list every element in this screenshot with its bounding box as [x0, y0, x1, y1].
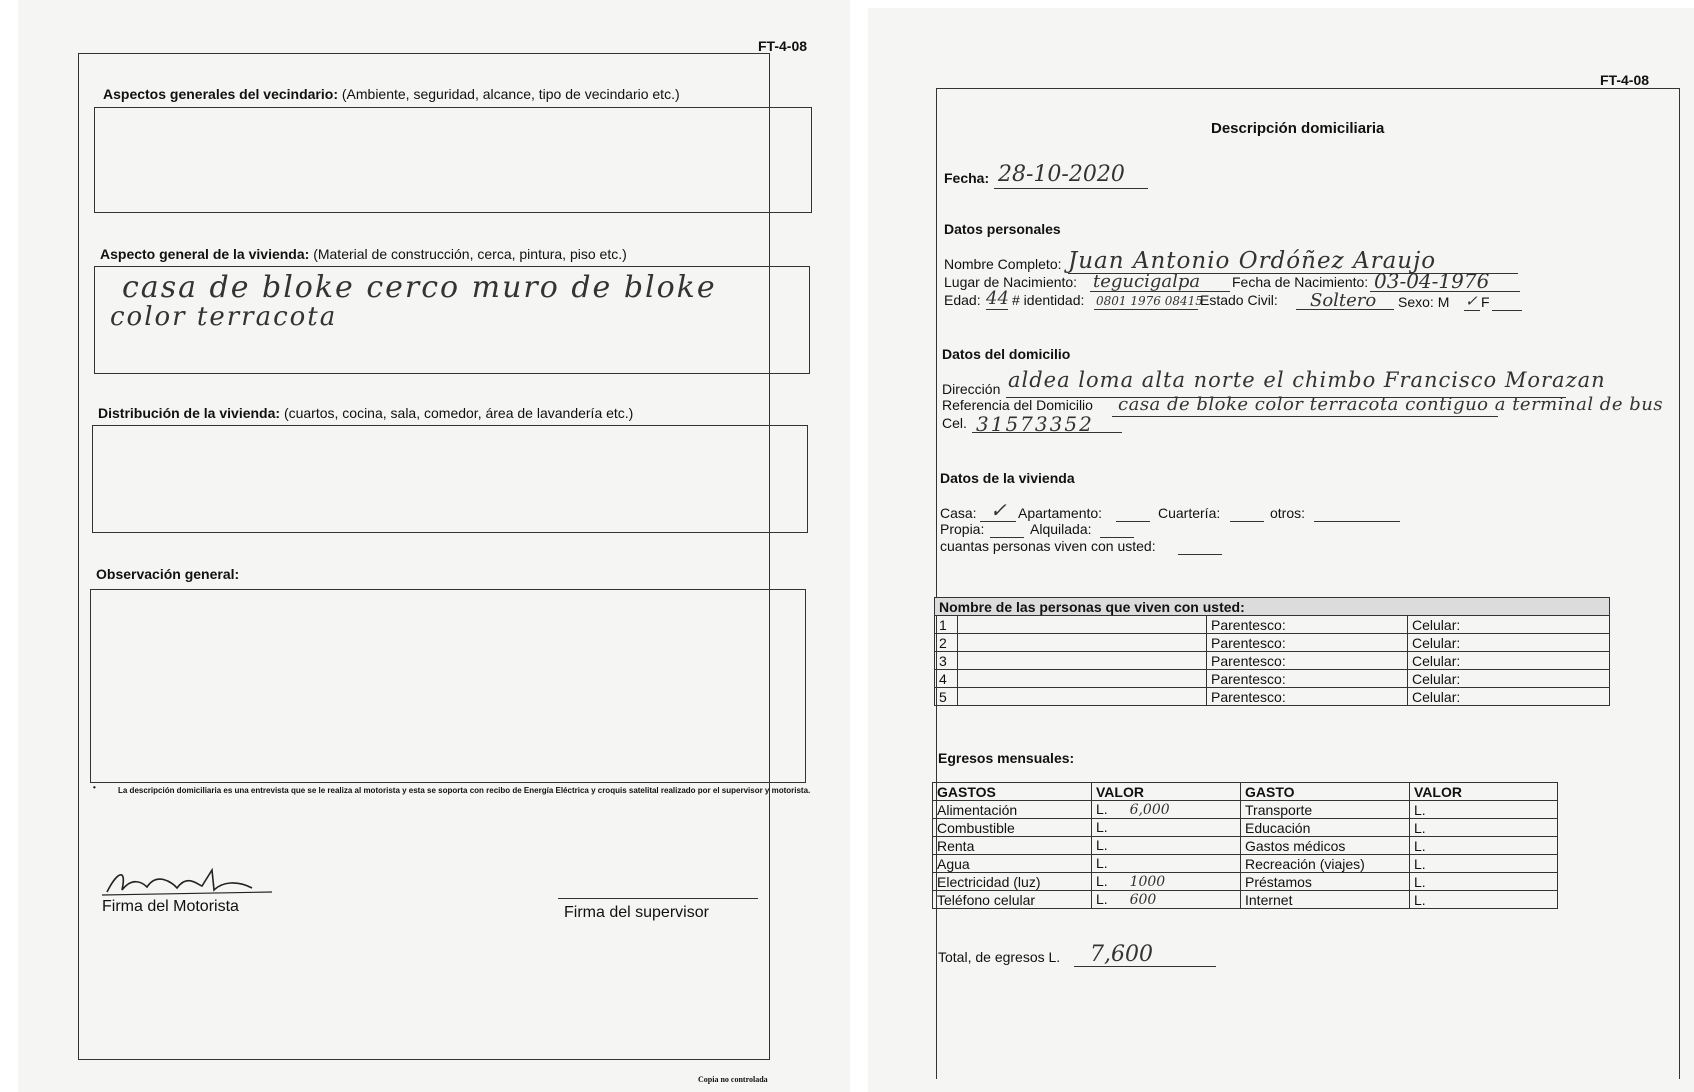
people-name-cell[interactable] [958, 652, 1207, 670]
people-name-cell[interactable] [958, 688, 1207, 706]
expense-handwritten-amount: 1000 [1129, 874, 1166, 890]
people-row-number: 5 [935, 688, 958, 706]
currency-prefix: L. [1096, 801, 1108, 817]
people-parentesco-cell[interactable]: Parentesco: [1207, 616, 1408, 634]
fecha-line [994, 188, 1148, 189]
footnote-bullet: • [93, 783, 96, 792]
people-name-cell[interactable] [958, 616, 1207, 634]
people-name-cell[interactable] [958, 634, 1207, 652]
supervisor-signature-label: Firma del supervisor [564, 904, 709, 921]
valor-header: VALOR [1092, 783, 1241, 801]
otros-line [1314, 521, 1400, 522]
total-egresos-value[interactable]: 7,600 [1090, 942, 1153, 967]
people-celular-cell[interactable]: Celular: [1408, 652, 1610, 670]
copy-note: Copia no controlada [698, 1075, 768, 1084]
people-parentesco-cell[interactable]: Parentesco: [1207, 670, 1408, 688]
form-code: FT-4-08 [758, 38, 808, 54]
neighborhood-box[interactable] [94, 107, 812, 213]
expense-value[interactable] [1092, 873, 1241, 891]
people-name-cell[interactable] [958, 670, 1207, 688]
people-parentesco-cell[interactable]: Parentesco: [1207, 634, 1408, 652]
apartamento-label: Apartamento: [1018, 505, 1103, 521]
apartamento-line [1116, 521, 1150, 522]
people-row [935, 688, 1610, 706]
sexo-m-mark[interactable]: ✓ [1465, 292, 1478, 310]
expense-name: Alimentación [933, 801, 1092, 819]
people-row [935, 652, 1610, 670]
nombre-label: Nombre Completo: [944, 256, 1062, 272]
expense-name-2: Recreación (viajes) [1241, 855, 1410, 873]
observation-box[interactable] [90, 589, 806, 783]
sexo-label: Sexo: M [1398, 294, 1450, 310]
expenses-table [932, 782, 1558, 909]
estado-civil-label: Estado Civil: [1200, 292, 1278, 308]
cel-label: Cel. [942, 415, 967, 431]
dwelling-handwriting-line1: casa de bloke cerco muro de bloke [122, 270, 717, 305]
left-form-page [18, 0, 850, 1092]
vivienda-title: Datos de la vivienda [940, 470, 1075, 486]
observation-section-title: Observación general: [96, 566, 240, 582]
expense-row [933, 855, 1558, 873]
people-celular-cell[interactable]: Celular: [1408, 634, 1610, 652]
propia-label: Propia: [940, 521, 985, 537]
total-egresos-label: Total, de egresos L. [938, 949, 1061, 965]
neighborhood-section-title: Aspectos generales del vecindario: (Ambiente, seguridad, alcance, tipo de vecindario etc.) [103, 86, 680, 102]
sexo-m-line [1464, 310, 1480, 311]
expense-value-2[interactable]: L. [1410, 819, 1558, 837]
personal-data-title: Datos personales [944, 221, 1061, 237]
alquilada-label: Alquilada: [1030, 521, 1092, 537]
direccion-label: Dirección [942, 381, 1001, 397]
distribution-section-title: Distribución de la vivienda: (cuartos, cocina, sala, comedor, área de lavandería etc.) [98, 405, 634, 421]
dwelling-section-title: Aspecto general de la vivienda: (Material de construcción, cerca, pintura, piso etc.) [100, 246, 627, 262]
identidad-label: # identidad: [1012, 292, 1085, 308]
right-form-page [868, 8, 1694, 1092]
currency-prefix: L. [1096, 855, 1108, 871]
expense-value-2[interactable]: L. [1410, 873, 1558, 891]
otros-label: otros: [1270, 505, 1306, 521]
expense-value-2[interactable]: L. [1410, 855, 1558, 873]
people-row-number: 3 [935, 652, 958, 670]
estado-civil-value[interactable]: Soltero [1310, 290, 1377, 311]
currency-prefix: L. [1096, 819, 1108, 835]
expense-handwritten-amount: 600 [1129, 892, 1157, 908]
cuantas-personas-label: cuantas personas viven con usted: [940, 538, 1156, 554]
gasto-header: GASTO [1241, 783, 1410, 801]
domicilio-title: Datos del domicilio [942, 346, 1071, 362]
people-row-number: 1 [935, 616, 958, 634]
people-celular-cell[interactable]: Celular: [1408, 670, 1610, 688]
cel-value[interactable]: 31573352 [976, 412, 1094, 436]
motorista-signature-label: Firma del Motorista [102, 898, 239, 915]
footnote: La descripción domiciliaria es una entrevista que se le realiza al motorista y esta se soporta con recibo de Energía Eléctrica y croquis satelital realizado por el supervisor y motorista. [118, 786, 811, 795]
expense-name-2: Gastos médicos [1241, 837, 1410, 855]
expense-value-2[interactable]: L. [1410, 837, 1558, 855]
sexo-f-label: F [1481, 294, 1490, 310]
people-parentesco-cell[interactable]: Parentesco: [1207, 652, 1408, 670]
currency-prefix: L. [1096, 837, 1108, 853]
distribution-box[interactable] [92, 425, 808, 533]
expense-name-2: Transporte [1241, 801, 1410, 819]
expense-name: Agua [933, 855, 1092, 873]
people-table-header: Nombre de las personas que viven con usted: [935, 598, 1610, 616]
cuarteria-label: Cuartería: [1158, 505, 1221, 521]
expense-name: Renta [933, 837, 1092, 855]
egresos-title: Egresos mensuales: [938, 750, 1075, 766]
cuantas-personas-line [1178, 554, 1222, 555]
form-code: FT-4-08 [1600, 72, 1650, 88]
valor2-header: VALOR [1410, 783, 1558, 801]
people-row-number: 4 [935, 670, 958, 688]
expense-row [933, 801, 1558, 819]
expense-value-2[interactable]: L. [1410, 891, 1558, 909]
motorista-signature [102, 862, 282, 902]
people-row [935, 670, 1610, 688]
expense-value[interactable] [1092, 819, 1241, 837]
identidad-value[interactable]: 0801 1976 08415 [1096, 294, 1203, 308]
expense-value[interactable] [1092, 855, 1241, 873]
fecha-label: Fecha: [944, 170, 990, 186]
expense-name: Electricidad (luz) [933, 873, 1092, 891]
people-row [935, 634, 1610, 652]
expense-value-2[interactable]: L. [1410, 801, 1558, 819]
expense-name-2: Educación [1241, 819, 1410, 837]
dwelling-handwriting-line2: color terracota [110, 302, 338, 332]
expense-handwritten-amount: 6,000 [1129, 802, 1170, 818]
casa-label: Casa: [940, 505, 977, 521]
cuarteria-line [1230, 521, 1264, 522]
currency-prefix: L. [1096, 891, 1108, 907]
edad-value[interactable]: 44 [986, 288, 1009, 309]
expense-name-2: Internet [1241, 891, 1410, 909]
lugar-nacimiento-label: Lugar de Nacimiento: [944, 274, 1078, 290]
expense-value[interactable] [1092, 801, 1241, 819]
expense-name: Combustible [933, 819, 1092, 837]
expense-row [933, 819, 1558, 837]
expense-row [933, 837, 1558, 855]
sexo-f-line [1492, 310, 1522, 311]
expense-row [933, 873, 1558, 891]
lugar-nacimiento-value[interactable]: tegucigalpa [1093, 271, 1201, 292]
people-parentesco-cell[interactable]: Parentesco: [1207, 688, 1408, 706]
referencia-label: Referencia del Domicilio [942, 397, 1093, 413]
expense-value[interactable] [1092, 891, 1241, 909]
nombre-value[interactable]: Juan Antonio Ordóñez Araujo [1068, 248, 1437, 274]
fecha-nacimiento-label: Fecha de Nacimiento: [1232, 274, 1369, 290]
gastos-header: GASTOS [933, 783, 1092, 801]
edad-line [986, 309, 1008, 310]
edad-label: Edad: [944, 292, 981, 308]
currency-prefix: L. [1096, 873, 1108, 889]
casa-mark[interactable]: ✓ [990, 498, 1007, 522]
people-table [934, 597, 1610, 706]
expense-row [933, 891, 1558, 909]
direccion-value[interactable]: aldea loma alta norte el chimbo Francisco Morazan [1008, 368, 1606, 392]
supervisor-signature-line [558, 898, 758, 899]
people-celular-cell[interactable]: Celular: [1408, 688, 1610, 706]
fecha-nacimiento-value[interactable]: 03-04-1976 [1374, 269, 1490, 293]
people-celular-cell[interactable]: Celular: [1408, 616, 1610, 634]
form-title: Descripción domiciliaria [1211, 120, 1385, 137]
expense-name: Teléfono celular [933, 891, 1092, 909]
expense-value[interactable] [1092, 837, 1241, 855]
referencia-value[interactable]: casa de bloke color terracota contiguo a terminal de bus [1118, 394, 1664, 415]
expense-name-2: Préstamos [1241, 873, 1410, 891]
people-row [935, 616, 1610, 634]
identidad-line [1094, 309, 1198, 310]
fecha-value[interactable]: 28-10-2020 [998, 162, 1125, 187]
people-row-number: 2 [935, 634, 958, 652]
referencia-line [1112, 416, 1498, 417]
